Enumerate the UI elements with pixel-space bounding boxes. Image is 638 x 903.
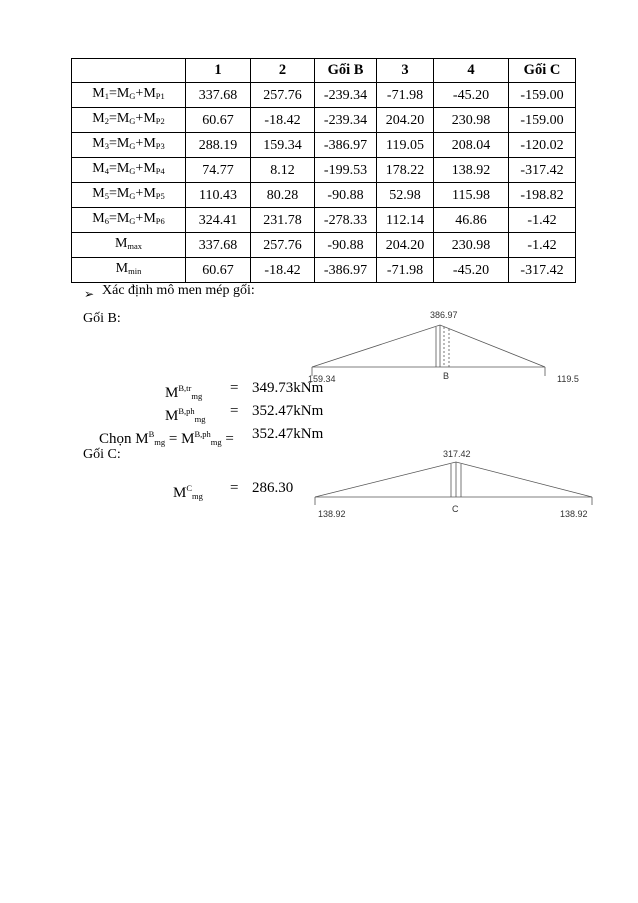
formula-c: $M^C_{mg}$ bbox=[173, 483, 203, 501]
table-cell: 112.14 bbox=[377, 208, 434, 233]
table-cell: -45.20 bbox=[434, 83, 509, 108]
table-cell: 230.98 bbox=[434, 233, 509, 258]
table-cell: -1.42 bbox=[509, 208, 576, 233]
formula-b-tr-value: 349.73kNm bbox=[252, 380, 324, 396]
table-cell: -18.42 bbox=[251, 108, 315, 133]
row-label: $M_3=M_G+M_{P3}$ bbox=[72, 133, 186, 158]
header-cell: 2 bbox=[251, 59, 315, 83]
table-cell: -239.34 bbox=[315, 83, 377, 108]
table-header-row bbox=[72, 59, 576, 83]
table-cell: 257.76 bbox=[251, 83, 315, 108]
table-cell: -71.98 bbox=[377, 258, 434, 283]
row-label: $M_5=M_G+M_{P5}$ bbox=[72, 183, 186, 208]
diagram-c-left: 138.92 bbox=[318, 509, 346, 519]
table-cell: 230.98 bbox=[434, 108, 509, 133]
table-cell: -386.97 bbox=[315, 133, 377, 158]
table-cell: 204.20 bbox=[377, 108, 434, 133]
row-label: $M_{max}$ bbox=[72, 233, 186, 258]
table-cell: -317.42 bbox=[509, 258, 576, 283]
table-cell: -386.97 bbox=[315, 258, 377, 283]
header-cell: Gối B bbox=[315, 59, 377, 83]
table-cell: 208.04 bbox=[434, 133, 509, 158]
table-cell: 337.68 bbox=[186, 83, 251, 108]
diagram-b-label: B bbox=[443, 371, 450, 381]
table-cell: -90.88 bbox=[315, 233, 377, 258]
formula-b-ph: $M^{B,ph}_{mg}$ bbox=[165, 406, 206, 424]
table-row bbox=[72, 83, 576, 108]
formula-choose: Chọn $M^B_{mg} = M^{B,ph}_{mg}$ = bbox=[99, 429, 234, 447]
diagram-c-label: C bbox=[452, 504, 459, 514]
table-row-max-row bbox=[72, 233, 576, 258]
support-c-label: Gối C: bbox=[83, 447, 121, 462]
table-cell: 257.76 bbox=[251, 233, 315, 258]
table-cell: 324.41 bbox=[186, 208, 251, 233]
bullet-arrow-icon: ➢ bbox=[84, 287, 95, 301]
table-cell: 119.05 bbox=[377, 133, 434, 158]
equals-sign: = bbox=[230, 480, 239, 496]
table-row-min-row bbox=[72, 258, 576, 283]
table-cell: -159.00 bbox=[509, 108, 576, 133]
table-cell: -317.42 bbox=[509, 158, 576, 183]
table-row bbox=[72, 183, 576, 208]
formula-b-tr: $M^{B,tr}_{mg}$ bbox=[165, 383, 203, 401]
table-cell: 337.68 bbox=[186, 233, 251, 258]
diagram-b-right: 119.5 bbox=[557, 374, 579, 384]
table-cell: 74.77 bbox=[186, 158, 251, 183]
diagram-b-left: 159.34 bbox=[308, 374, 336, 384]
table-row bbox=[72, 158, 576, 183]
row-label: $M_4=M_G+M_{P4}$ bbox=[72, 158, 186, 183]
row-label: $M_6=M_G+M_{P6}$ bbox=[72, 208, 186, 233]
table-cell: 52.98 bbox=[377, 183, 434, 208]
header-cell: 1 bbox=[186, 59, 251, 83]
row-label: $M_1=M_G+M_{P1}$ bbox=[72, 83, 186, 108]
header-cell: Gối C bbox=[509, 59, 576, 83]
diagram-c-right: 138.92 bbox=[560, 509, 588, 519]
header-cell bbox=[72, 59, 186, 83]
formula-choose-value: 352.47kNm bbox=[252, 426, 324, 442]
table-cell: -45.20 bbox=[434, 258, 509, 283]
table-cell: 138.92 bbox=[434, 158, 509, 183]
row-label: $M_{min}$ bbox=[72, 258, 186, 283]
table-cell: -239.34 bbox=[315, 108, 377, 133]
diagram-support-b bbox=[308, 310, 579, 384]
table-row bbox=[72, 108, 576, 133]
section-heading: Xác định mô men mép gối: bbox=[102, 283, 255, 298]
table-cell: -71.98 bbox=[377, 83, 434, 108]
diagram-c-peak: 317.42 bbox=[443, 449, 471, 459]
table-cell: 8.12 bbox=[251, 158, 315, 183]
table-cell: -90.88 bbox=[315, 183, 377, 208]
table-cell: 115.98 bbox=[434, 183, 509, 208]
table-cell: -159.00 bbox=[509, 83, 576, 108]
equals-sign: = bbox=[230, 380, 239, 396]
diagram-b-peak: 386.97 bbox=[430, 310, 458, 320]
table-cell: -198.82 bbox=[509, 183, 576, 208]
table-cell: -278.33 bbox=[315, 208, 377, 233]
table-row bbox=[72, 133, 576, 158]
formula-c-value: 286.30 bbox=[252, 480, 294, 496]
table-row bbox=[72, 208, 576, 233]
row-label: $M_2=M_G+M_{P2}$ bbox=[72, 108, 186, 133]
table-cell: -120.02 bbox=[509, 133, 576, 158]
table-cell: 159.34 bbox=[251, 133, 315, 158]
table-cell: 178.22 bbox=[377, 158, 434, 183]
table-cell: -199.53 bbox=[315, 158, 377, 183]
table-cell: 60.67 bbox=[186, 258, 251, 283]
table-cell: 80.28 bbox=[251, 183, 315, 208]
header-cell: 3 bbox=[377, 59, 434, 83]
table-cell: 288.19 bbox=[186, 133, 251, 158]
table-cell: 60.67 bbox=[186, 108, 251, 133]
table-cell: 204.20 bbox=[377, 233, 434, 258]
table-cell: 110.43 bbox=[186, 183, 251, 208]
formula-b-ph-value: 352.47kNm bbox=[252, 403, 324, 419]
table-cell: 231.78 bbox=[251, 208, 315, 233]
table-cell: 46.86 bbox=[434, 208, 509, 233]
support-b-label: Gối B: bbox=[83, 311, 121, 326]
diagram-support-c bbox=[315, 449, 592, 519]
moment-table bbox=[71, 58, 576, 283]
table-cell: -1.42 bbox=[509, 233, 576, 258]
table-cell: -18.42 bbox=[251, 258, 315, 283]
header-cell: 4 bbox=[434, 59, 509, 83]
equals-sign: = bbox=[230, 403, 239, 419]
